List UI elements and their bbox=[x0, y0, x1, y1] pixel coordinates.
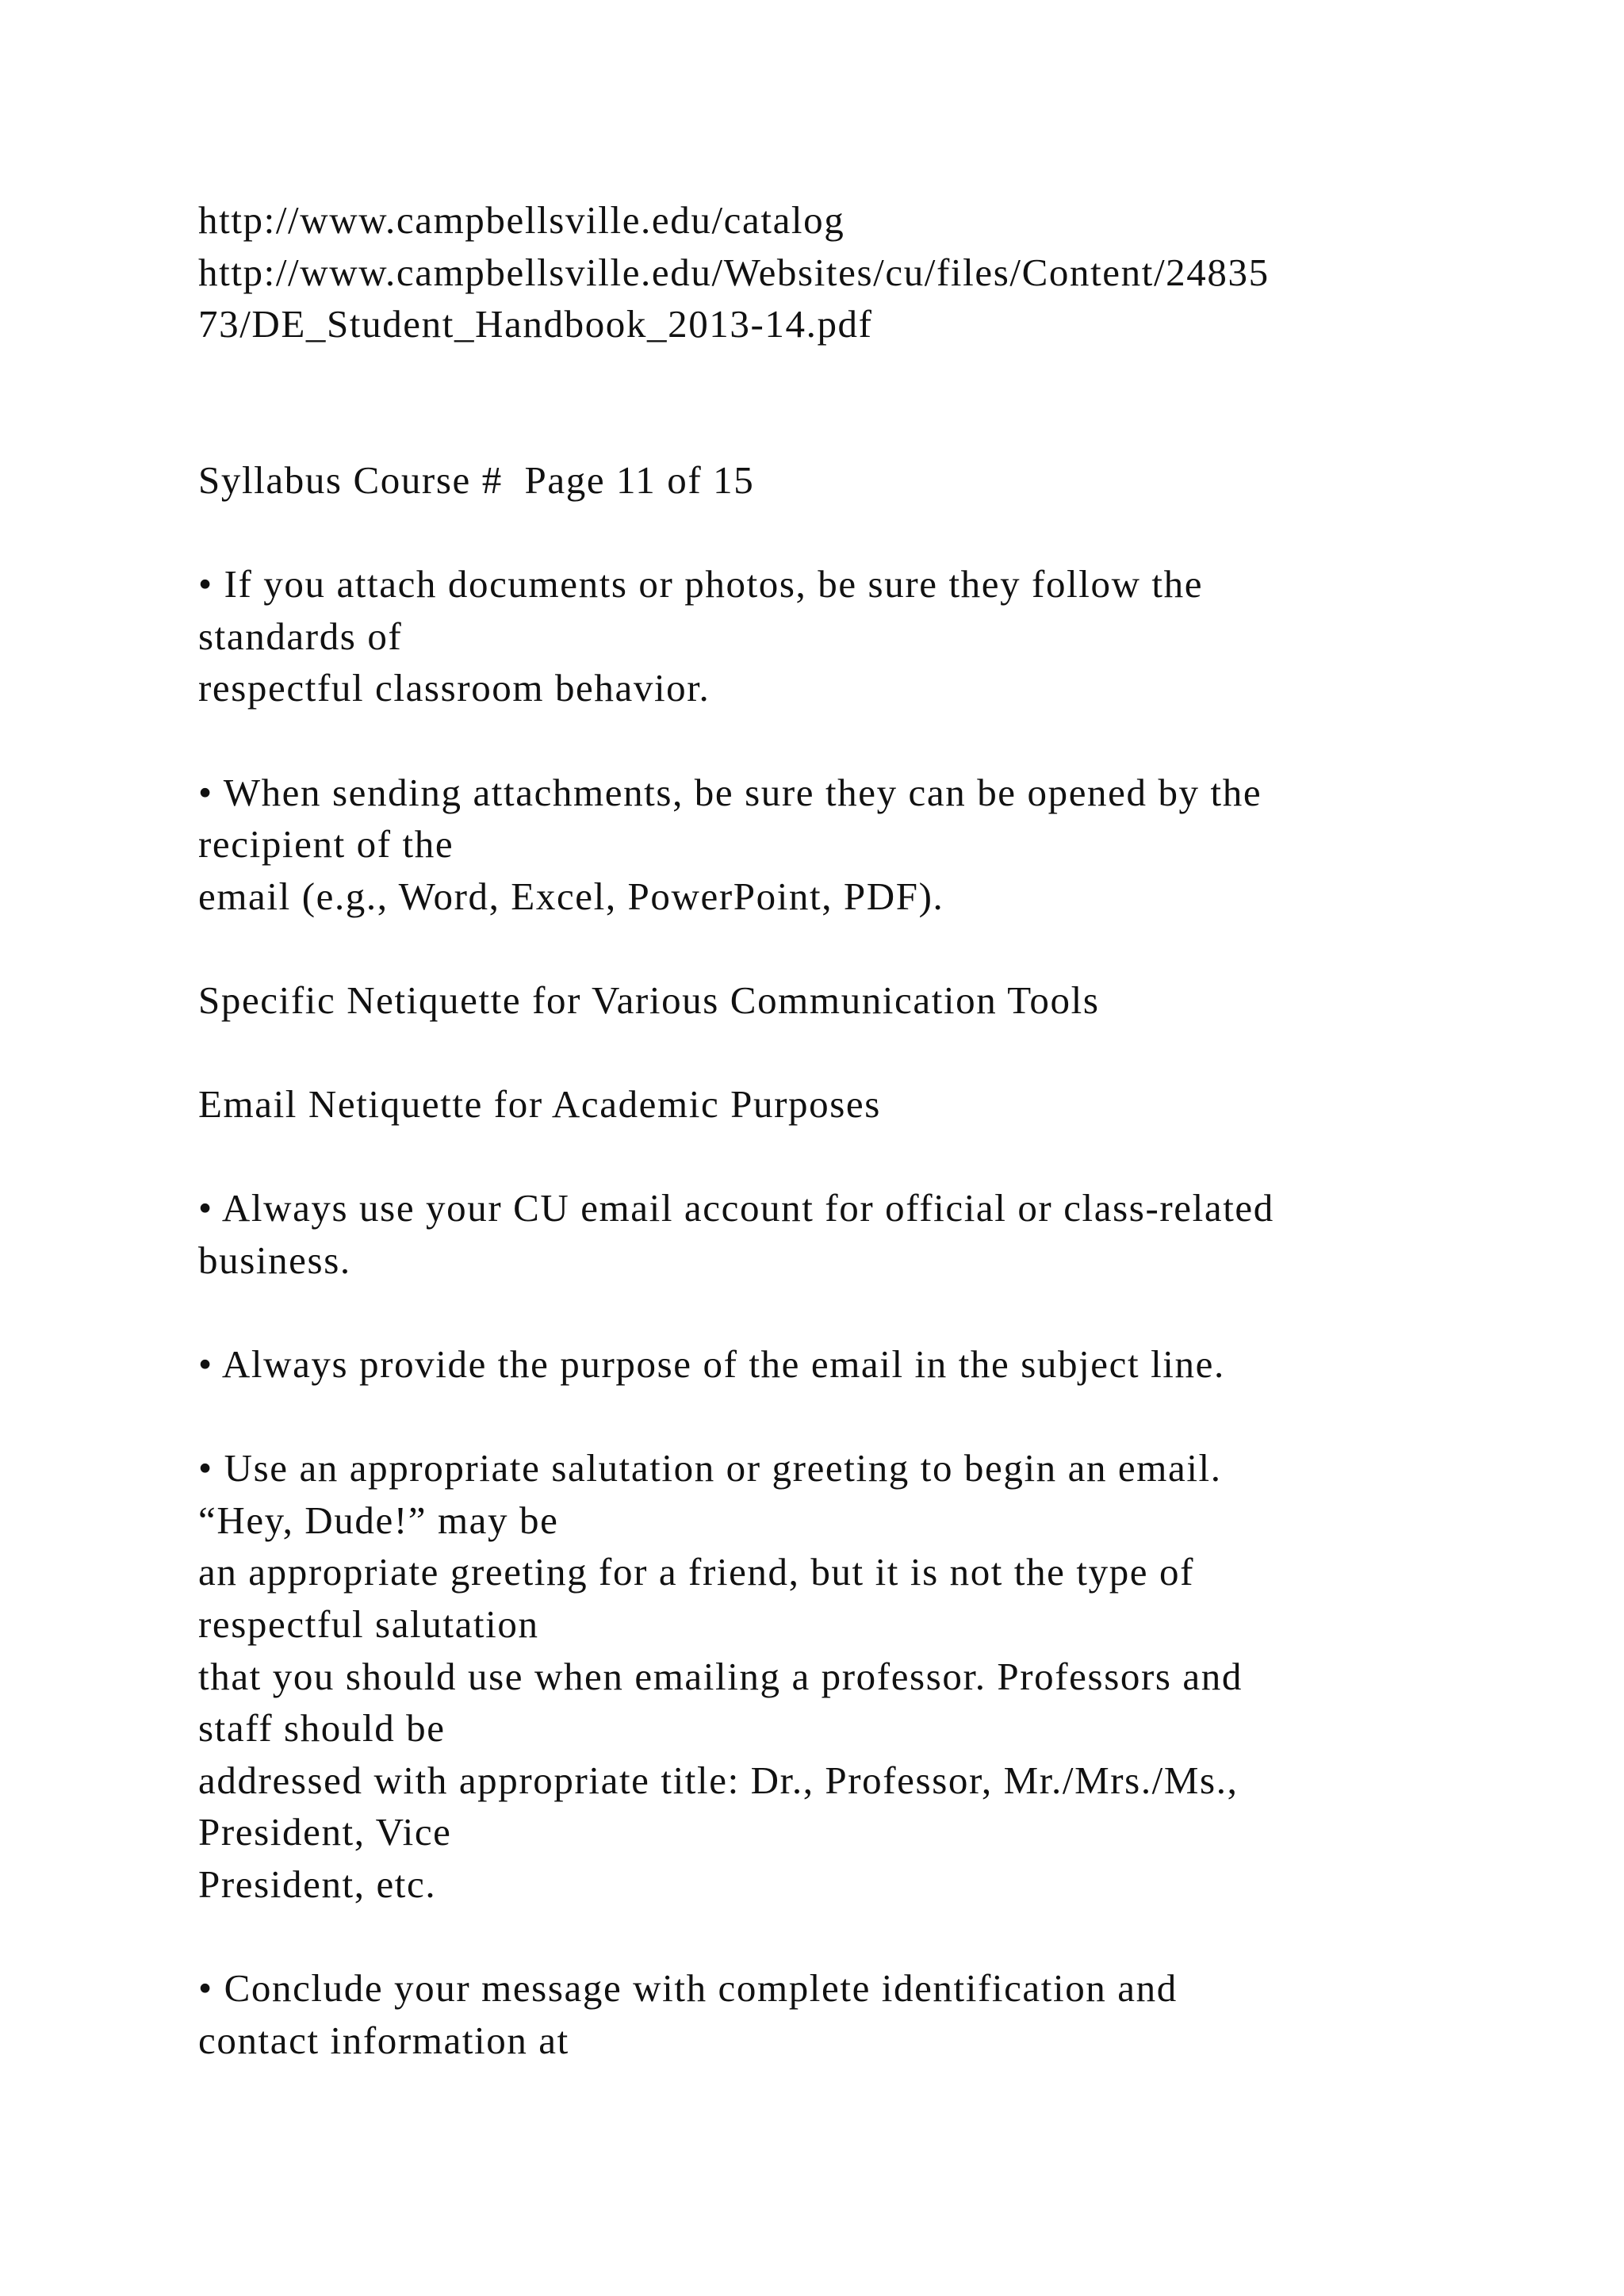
bullet-sending-attachments-line-2: recipient of the bbox=[198, 822, 454, 867]
catalog-url-line: http://www.campbellsville.edu/catalog bbox=[198, 198, 845, 242]
blank-line bbox=[198, 1131, 1546, 1183]
blank-line bbox=[198, 350, 1546, 403]
bullet-conclude-line-1: • Conclude your message with complete identification and bbox=[198, 1966, 1178, 2011]
blank-line bbox=[198, 1911, 1546, 1963]
blank-line bbox=[198, 507, 1546, 559]
blank-line bbox=[198, 1391, 1546, 1443]
bullet-salutation-line-5: that you should use when emailing a professor. Professors and bbox=[198, 1654, 1243, 1698]
bullet-sending-attachments-line-3: email (e.g., Word, Excel, PowerPoint, PDF). bbox=[198, 874, 944, 918]
bullet-salutation-line-3: an appropriate greeting for a friend, but it is not the type of bbox=[198, 1550, 1195, 1594]
blank-line bbox=[198, 714, 1546, 767]
bullet-attachments-photos-line-2: standards of bbox=[198, 614, 403, 658]
blank-line bbox=[198, 1027, 1546, 1079]
handbook-url-line-2: 73/DE_Student_Handbook_2013-14.pdf bbox=[198, 302, 873, 346]
blank-line bbox=[198, 922, 1546, 974]
blank-line bbox=[198, 1286, 1546, 1338]
bullet-cu-email-line-2: business. bbox=[198, 1238, 351, 1282]
subsection-heading-email-netiquette: Email Netiquette for Academic Purposes bbox=[198, 1082, 881, 1127]
bullet-sending-attachments-line-1: • When sending attachments, be sure they can be opened by the bbox=[198, 770, 1262, 814]
page-header-line: Syllabus Course # Page 11 of 15 bbox=[198, 457, 755, 502]
bullet-salutation-line-2: “Hey, Dude!” may be bbox=[198, 1498, 559, 1542]
bullet-salutation-line-9: President, etc. bbox=[198, 1862, 437, 1906]
bullet-salutation-line-8: President, Vice bbox=[198, 1810, 452, 1854]
bullet-salutation-line-7: addressed with appropriate title: Dr., Professor, Mr./Mrs./Ms., bbox=[198, 1758, 1239, 1802]
bullet-attachments-photos-line-1: • If you attach documents or photos, be sure they follow the bbox=[198, 562, 1204, 607]
blank-line bbox=[198, 402, 1546, 454]
bullet-salutation-line-4: respectful salutation bbox=[198, 1602, 539, 1647]
bullet-salutation-line-6: staff should be bbox=[198, 1706, 446, 1751]
document-body bbox=[198, 194, 1546, 2066]
bullet-cu-email-line-1: • Always use your CU email account for official or class-related bbox=[198, 1186, 1274, 1230]
section-heading-netiquette-tools: Specific Netiquette for Various Communication Tools bbox=[198, 978, 1100, 1022]
bullet-subject-line: • Always provide the purpose of the email in the subject line. bbox=[198, 1342, 1225, 1387]
bullet-conclude-line-2: contact information at bbox=[198, 2018, 569, 2062]
bullet-attachments-photos-line-3: respectful classroom behavior. bbox=[198, 666, 710, 710]
bullet-salutation-line-1: • Use an appropriate salutation or greeting to begin an email. bbox=[198, 1446, 1222, 1490]
handbook-url-line-1: http://www.campbellsville.edu/Websites/cu/files/Content/24835 bbox=[198, 250, 1270, 294]
